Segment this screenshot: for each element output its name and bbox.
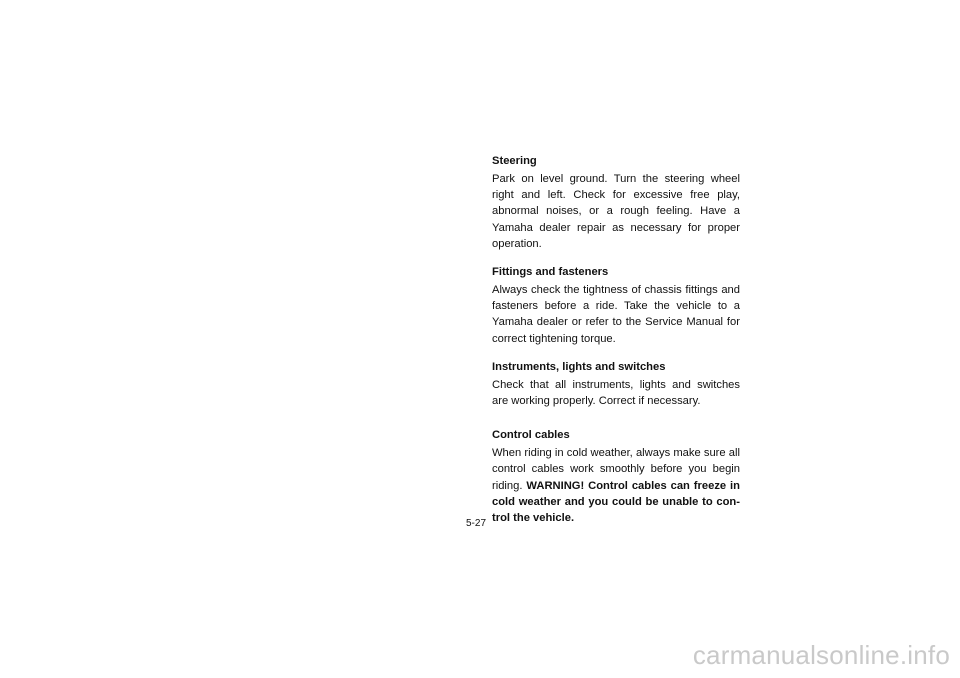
section-body: Always check the tightness of chassis fittings and fasteners before a ride. Take the vehicle to a Yamaha dealer or refer to the Service Manual for correct tightening torque.	[492, 284, 740, 345]
section-body	[492, 445, 740, 526]
section-heading: Steering	[492, 155, 537, 167]
watermark-text: carmanualsonline.info	[692, 640, 950, 670]
section-heading: Instruments, lights and switches	[492, 360, 666, 373]
section-instruments-lights-switches	[492, 359, 740, 409]
section-fittings-and-fasteners	[492, 264, 740, 347]
page-content	[492, 153, 740, 538]
section-steering	[492, 153, 740, 252]
section-body-text: When riding in cold weather, always make sure all control cables work smoothly before you begin riding.	[492, 447, 740, 492]
section-body: Check that all instruments, lights and switches are working properly. Correct if necessary.	[492, 378, 740, 408]
section-heading: Control cables	[492, 429, 570, 442]
section-control-cables	[492, 427, 740, 526]
warning-text: WARNING! Control cables can freeze in cold weather and you could be unable to con-trol the vehicle.	[492, 479, 741, 525]
section-heading: Fittings and fasteners	[492, 266, 609, 279]
page-number: 5-27	[466, 518, 487, 529]
section-body: Park on level ground. Turn the steering wheel right and left. Check for excessive free play, abnormal noises, or a rough feeling. Have a Yamaha dealer repair as necessary for proper operation.	[492, 173, 740, 250]
